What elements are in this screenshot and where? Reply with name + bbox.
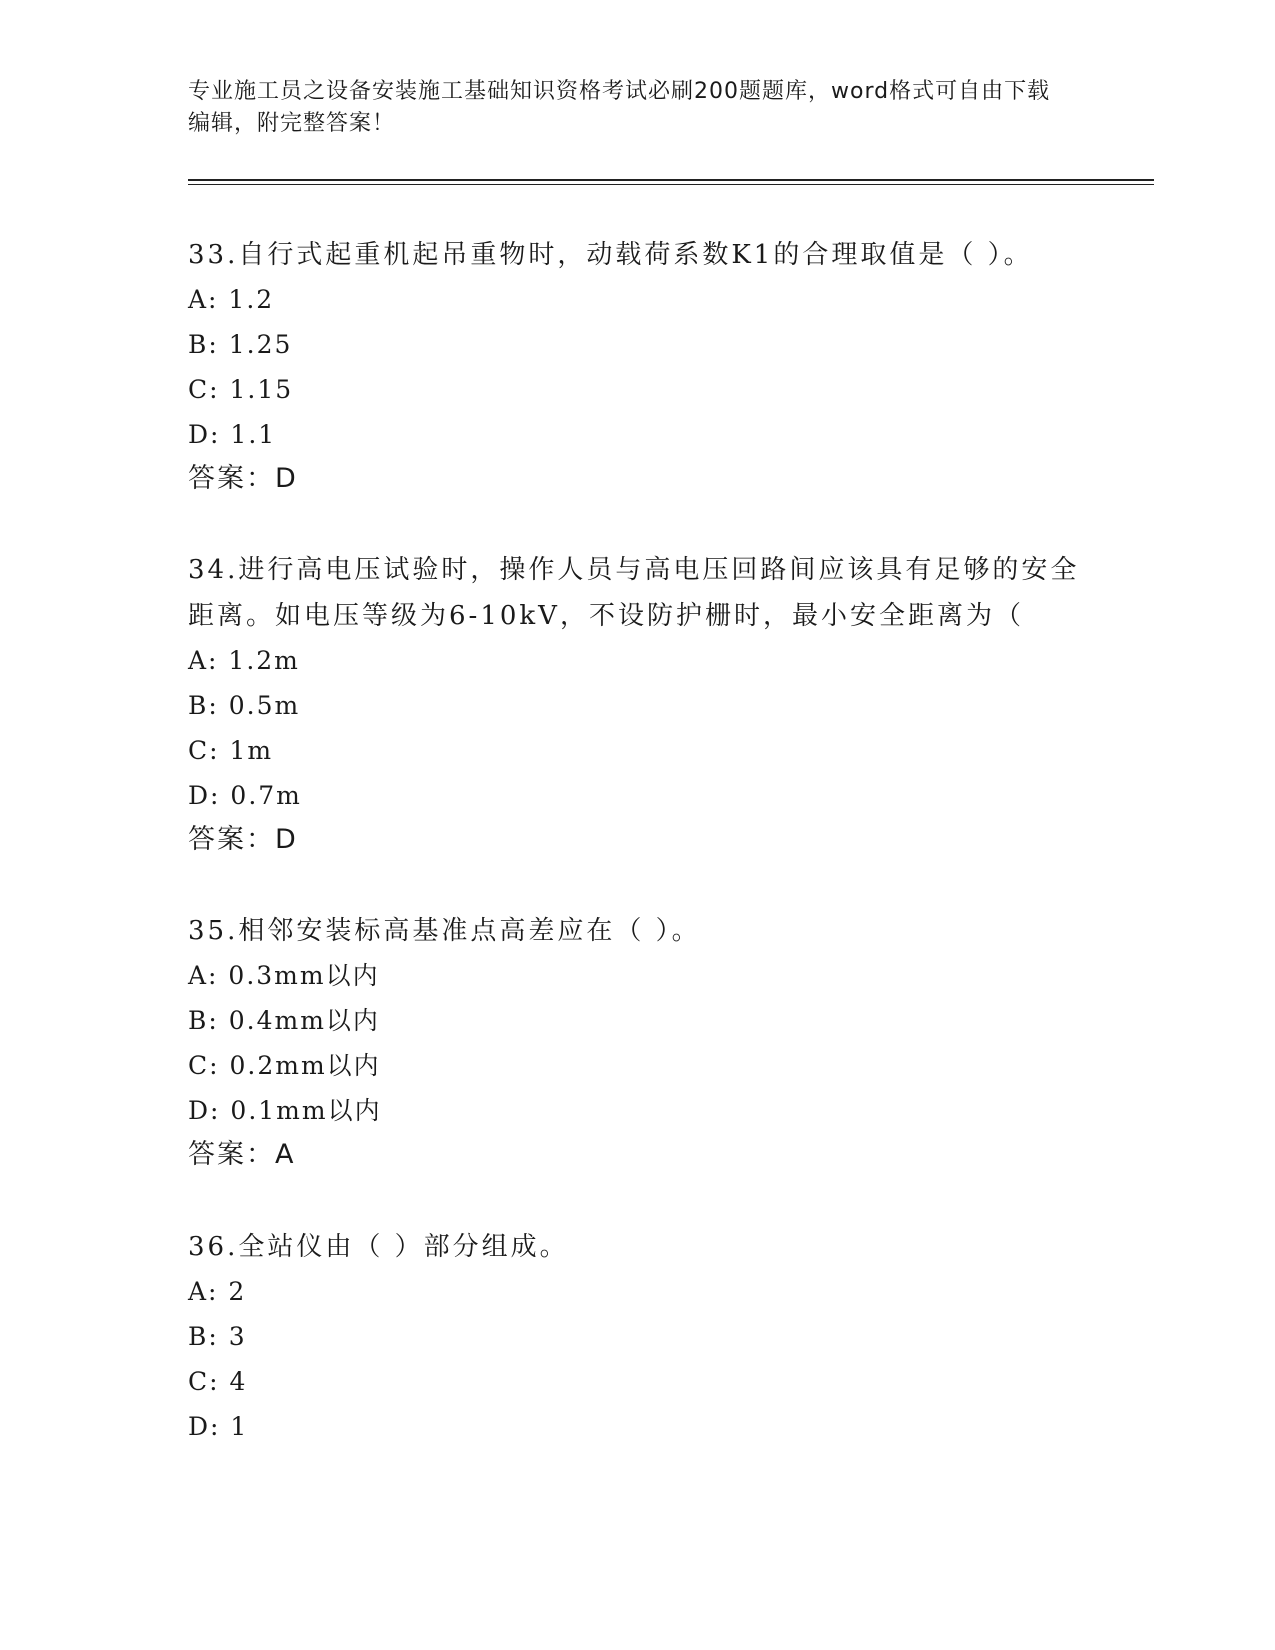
- question-34-option-b: B: 0.5m: [188, 691, 301, 720]
- question-33-stem: 33.自行式起重机起吊重物时，动载荷系数K1的合理取值是（ ）。: [188, 240, 1033, 270]
- question-35-answer: 答案：A: [188, 1139, 296, 1170]
- question-34-answer: 答案：D: [188, 824, 298, 855]
- question-35-option-d: D: 0.1mm以内: [188, 1096, 382, 1125]
- question-35-stem: 35.相邻安装标高基准点高差应在（ ）。: [188, 916, 701, 946]
- question-35-option-c: C: 0.2mm以内: [188, 1051, 381, 1080]
- question-33-option-c: C: 1.15: [188, 375, 294, 404]
- question-36-option-b: B: 3: [188, 1322, 247, 1351]
- question-36-option-a: A: 2: [188, 1277, 247, 1306]
- header-divider-thin: [188, 184, 1154, 185]
- question-36-option-d: D: 1: [188, 1412, 249, 1441]
- header-divider: [188, 179, 1154, 181]
- question-33-option-b: B: 1.25: [188, 330, 293, 359]
- question-33-answer: 答案：D: [188, 463, 298, 494]
- question-34-stem: 34.进行高电压试验时，操作人员与高电压回路间应该具有足够的安全距离。如电压等级为6-10kV，不设防护栅时，最小安全距离为（: [188, 555, 1080, 631]
- question-36-stem: 36.全站仪由（ ）部分组成。: [188, 1232, 569, 1262]
- question-33-option-a: A: 1.2: [188, 285, 275, 314]
- question-36-option-c: C: 4: [188, 1367, 248, 1396]
- question-34-option-a: A: 1.2m: [188, 646, 300, 675]
- question-35-option-b: B: 0.4mm以内: [188, 1006, 380, 1035]
- document-header: 专业施工员之设备安装施工基础知识资格考试必刷200题题库，word格式可自由下载编辑，附完整答案！: [188, 79, 1051, 136]
- question-34-option-d: D: 0.7m: [188, 781, 302, 810]
- question-35-option-a: A: 0.3mm以内: [188, 961, 380, 990]
- question-33-option-d: D: 1.1: [188, 420, 277, 449]
- question-34-option-c: C: 1m: [188, 736, 274, 765]
